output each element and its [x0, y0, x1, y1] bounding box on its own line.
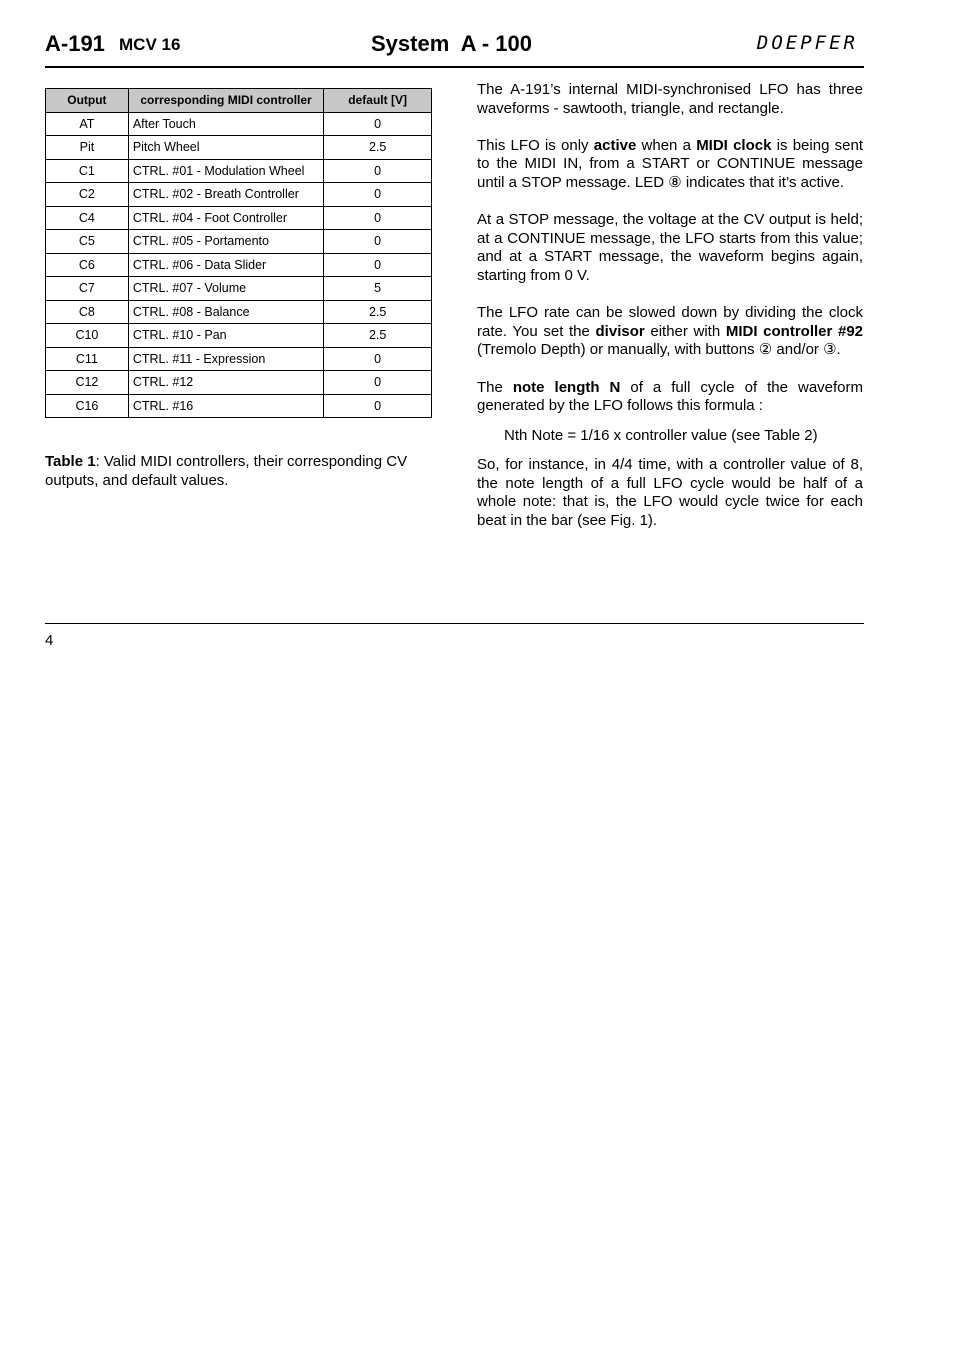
model-title: A-191 [45, 31, 105, 56]
cell-controller: CTRL. #08 - Balance [128, 300, 323, 324]
table-row [46, 230, 432, 254]
cell-default: 2.5 [324, 300, 432, 324]
cell-output: C7 [46, 277, 129, 301]
table-caption [45, 452, 432, 490]
formula: Nth Note = 1/16 x controller value (see Table 2) [504, 427, 818, 445]
cell-default: 2.5 [324, 136, 432, 160]
text-run: is being sent to the MIDI IN, from a START or CONTINUE message until a STOP message. LED ⑧ indicates that it’s active. [477, 136, 863, 191]
table-row [46, 136, 432, 160]
paragraph-waveforms: The A-191’s internal MIDI-synchronised LFO has three waveforms - sawtooth, triangle, and rectangle. [477, 81, 863, 117]
cell-default: 5 [324, 277, 432, 301]
caption-label: Table 1 [45, 453, 96, 470]
cell-output: C10 [46, 324, 129, 348]
table-row [46, 324, 432, 348]
table-row [46, 277, 432, 301]
cell-default: 0 [324, 394, 432, 418]
paragraph-note-length [477, 379, 863, 416]
cell-output: C2 [46, 183, 129, 207]
cell-controller: CTRL. #01 - Modulation Wheel [128, 159, 323, 183]
cell-controller: CTRL. #11 - Expression [128, 347, 323, 371]
system-title: System A - 100 [371, 31, 533, 56]
cell-controller: CTRL. #02 - Breath Controller [128, 183, 323, 207]
paragraph-example: So, for instance, in 4/4 time, with a controller value of 8, the note length of a full LFO cycle would be half of a whole note: that is, the LFO would cycle twice for each beat in the bar (see Fig. 1). [477, 456, 863, 530]
caption-text: : Valid MIDI controllers, their corresponding CV outputs, and default values. [45, 453, 408, 489]
text-run: The [477, 378, 513, 396]
table-row [46, 112, 432, 136]
text-run: (Tremolo Depth) or manually, with buttons ② and/or ③. [477, 341, 841, 359]
brand-logo: DOEPFER [756, 32, 858, 54]
cell-controller: CTRL. #07 - Volume [128, 277, 323, 301]
cell-output: Pit [46, 136, 129, 160]
text-run: either with [644, 322, 726, 340]
body-text-column [477, 81, 863, 549]
table-row [46, 300, 432, 324]
table-row [46, 347, 432, 371]
cell-output: C16 [46, 394, 129, 418]
paragraph-divisor [477, 304, 863, 360]
cell-controller: CTRL. #16 [128, 394, 323, 418]
page-number: 4 [45, 632, 54, 649]
paragraph-stop: At a STOP message, the voltage at the CV output is held; at a CONTINUE message, the LFO starts from this value; and at a START message, the waveform begins again, starting from 0 V. [477, 211, 863, 284]
cell-controller: CTRL. #06 - Data Slider [128, 253, 323, 277]
bold-run: divisor [595, 322, 645, 340]
text-run: of a full cycle of the waveform generated by the LFO follows this formula : [477, 378, 864, 415]
table-row [46, 253, 432, 277]
table-header-row [46, 89, 432, 113]
cell-default: 0 [324, 159, 432, 183]
cell-default: 0 [324, 183, 432, 207]
bold-run: MIDI clock [696, 136, 772, 154]
cell-output: C6 [46, 253, 129, 277]
cell-controller: CTRL. #10 - Pan [128, 324, 323, 348]
cell-controller: CTRL. #04 - Foot Controller [128, 206, 323, 230]
cell-default: 2.5 [324, 324, 432, 348]
cell-default: 0 [324, 206, 432, 230]
header-default: default [V] [324, 89, 432, 113]
paragraph-active [477, 137, 863, 193]
cell-output: C11 [46, 347, 129, 371]
header-controller: corresponding MIDI controller [128, 89, 323, 113]
table-row [46, 371, 432, 395]
table-row [46, 159, 432, 183]
text-run: when a [636, 136, 697, 154]
table-row [46, 206, 432, 230]
cell-default: 0 [324, 347, 432, 371]
cell-controller: CTRL. #12 [128, 371, 323, 395]
cell-controller: Pitch Wheel [128, 136, 323, 160]
cell-output: C5 [46, 230, 129, 254]
cell-default: 0 [324, 253, 432, 277]
cell-default: 0 [324, 371, 432, 395]
midi-controller-table [45, 88, 432, 418]
module-name: MCV 16 [119, 35, 181, 54]
bold-run: MIDI controller #92 [725, 322, 864, 340]
cell-default: 0 [324, 112, 432, 136]
cell-default: 0 [324, 230, 432, 254]
cell-controller: CTRL. #05 - Portamento [128, 230, 323, 254]
header-output: Output [46, 89, 129, 113]
table-row [46, 183, 432, 207]
bold-run: active [593, 136, 637, 154]
cell-output: C4 [46, 206, 129, 230]
cell-output: C1 [46, 159, 129, 183]
text-run: This LFO is only [477, 136, 594, 154]
bold-run: note length N [512, 378, 621, 396]
table-row [46, 394, 432, 418]
cell-controller: After Touch [128, 112, 323, 136]
cell-output: C8 [46, 300, 129, 324]
cell-output: AT [46, 112, 129, 136]
cell-output: C12 [46, 371, 129, 395]
footer-divider [45, 623, 864, 624]
page-header [45, 28, 864, 68]
text-run: The LFO rate can be slowed down by dividing the clock rate. You set the [477, 304, 863, 340]
